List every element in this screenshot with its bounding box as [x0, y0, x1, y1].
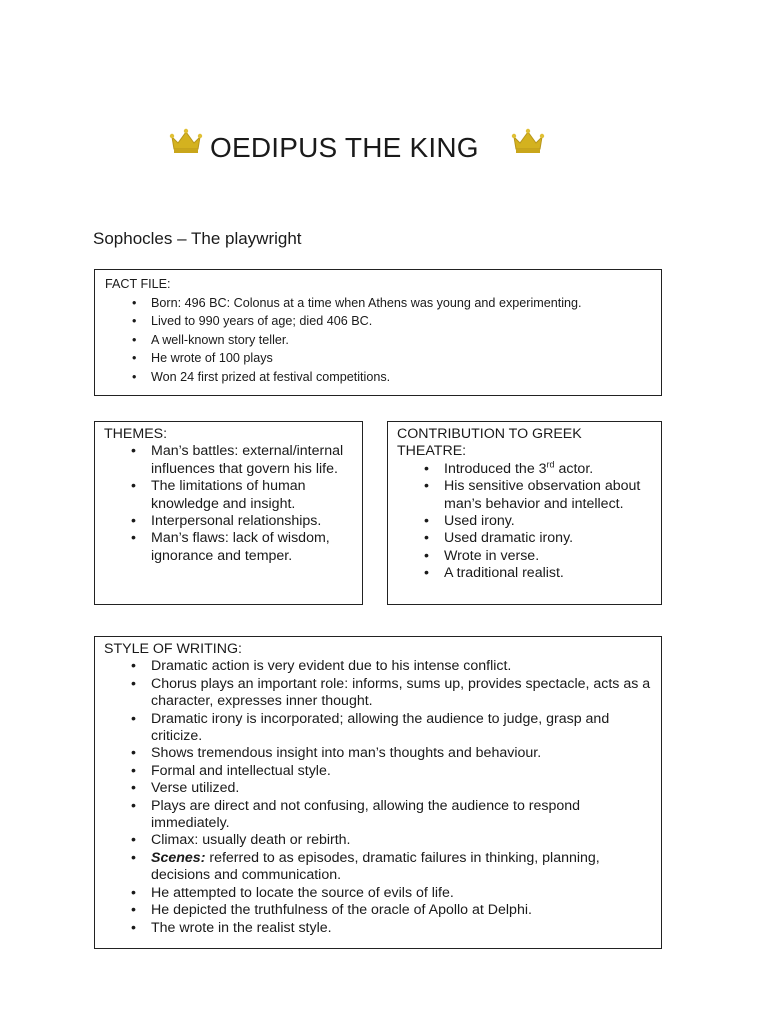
- fact-file-list: [105, 294, 651, 387]
- fact-file-box: [94, 269, 662, 396]
- crown-icon: [511, 128, 545, 154]
- list-item: • Born: 496 BC: Colonus at a time when Athens was young and experimenting.: [105, 294, 651, 313]
- list-item: • Used irony.: [397, 513, 652, 530]
- scenes-label: Scenes:: [151, 849, 206, 866]
- list-item: • Dramatic irony is incorporated; allowing the audience to judge, grasp and criticize.: [104, 711, 652, 746]
- list-item-text: referred to as episodes, dramatic failures in thinking, planning, decisions and communication.: [151, 849, 600, 884]
- list-item: • Man’s battles: external/internal influences that govern his life.: [104, 443, 353, 478]
- list-item: [104, 850, 652, 885]
- crown-icon: [169, 128, 203, 154]
- list-item: • His sensitive observation about man’s behavior and intellect.: [397, 478, 652, 513]
- list-item: • Chorus plays an important role: informs, sums up, provides spectacle, acts as a character, expresses inner thought.: [104, 676, 652, 711]
- contribution-heading: CONTRIBUTION TO GREEK THEATRE:: [397, 426, 582, 460]
- title-row: [0, 122, 768, 172]
- list-item: • Climax: usually death or rebirth.: [104, 832, 652, 849]
- style-heading: STYLE OF WRITING:: [104, 641, 242, 657]
- themes-list: [104, 443, 353, 565]
- list-item: • Verse utilized.: [104, 780, 652, 797]
- style-of-writing-box: [94, 636, 662, 949]
- list-item: • A traditional realist.: [397, 565, 652, 582]
- style-list: [104, 658, 652, 937]
- list-item: • Interpersonal relationships.: [104, 513, 353, 530]
- list-item: • The wrote in the realist style.: [104, 920, 652, 937]
- list-item: • Lived to 990 years of age; died 406 BC.: [105, 312, 651, 331]
- list-item: • Man’s flaws: lack of wisdom, ignorance and temper.: [104, 530, 353, 565]
- list-item: • He attempted to locate the source of evils of life.: [104, 885, 652, 902]
- list-item: • The limitations of human knowledge and insight.: [104, 478, 353, 513]
- list-item: • Won 24 first prized at festival competitions.: [105, 368, 651, 387]
- list-item: • He depicted the truthfulness of the oracle of Apollo at Delphi.: [104, 902, 652, 919]
- contribution-box: [387, 421, 662, 605]
- list-item: • Plays are direct and not confusing, allowing the audience to respond immediately.: [104, 798, 652, 833]
- list-item-text: actor.: [554, 460, 594, 477]
- list-item: • A well-known story teller.: [105, 331, 651, 350]
- page-title: OEDIPUS THE KING: [210, 132, 479, 163]
- subtitle: Sophocles – The playwright: [93, 229, 302, 248]
- list-item: • Used dramatic irony.: [397, 530, 652, 547]
- themes-heading: THEMES:: [104, 426, 168, 442]
- list-item: [397, 461, 652, 478]
- list-item: • Shows tremendous insight into man’s thoughts and behaviour.: [104, 745, 652, 762]
- ordinal-suffix: rd: [546, 459, 555, 470]
- list-item-text: Introduced the 3: [444, 460, 547, 477]
- fact-file-heading: FACT FILE:: [105, 277, 171, 291]
- themes-box: [94, 421, 363, 605]
- list-item: • He wrote of 100 plays: [105, 349, 651, 368]
- contribution-list: [397, 461, 652, 583]
- list-item: • Formal and intellectual style.: [104, 763, 652, 780]
- list-item: • Dramatic action is very evident due to his intense conflict.: [104, 658, 652, 675]
- list-item: • Wrote in verse.: [397, 548, 652, 565]
